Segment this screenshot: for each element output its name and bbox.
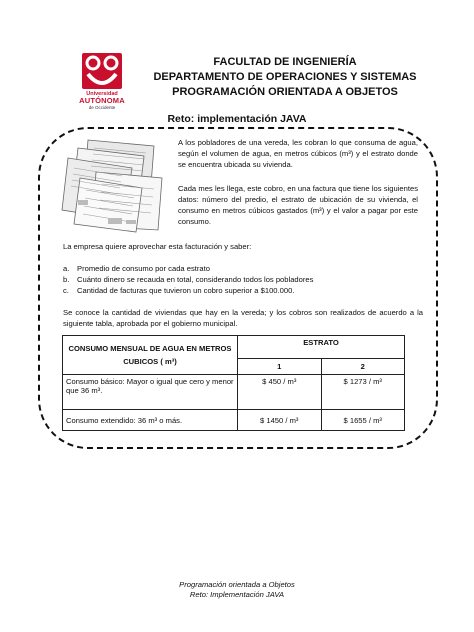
estrato-header: ESTRATO: [238, 336, 405, 359]
invoices-illustration-icon: [58, 138, 166, 234]
table-row: [63, 375, 405, 410]
tariff-table: [62, 335, 405, 431]
list-marker: b.: [63, 275, 70, 284]
list-item: [63, 285, 423, 296]
row-value-estrato-2: $ 1273 / m³: [321, 375, 405, 410]
intro-paragraph-2: Cada mes les llega, este cobro, en una factura que tiene los siguientes datos: número del predio, el estrato de ubicación de su vivienda, el consumo en metros cúbicos gastados (m³) y el valor a pagar por este consumo.: [178, 184, 418, 227]
row-value-estrato-1: $ 1450 / m³: [238, 410, 322, 431]
footer-line-1: Programación orientada a Objetos: [179, 580, 295, 589]
list-item: [63, 274, 423, 285]
header-department: DEPARTAMENTO DE OPERACIONES Y SISTEMAS: [153, 71, 417, 83]
estrato-2-header: 2: [321, 359, 405, 375]
list-marker: a.: [63, 264, 70, 273]
consumo-header: CONSUMO MENSUAL DE AGUA EN METROS CUBICOS ( m³): [63, 336, 238, 375]
logo-text-occidente: de Occidente: [88, 105, 116, 110]
footer-line-2: Reto: Implementación JAVA: [189, 590, 285, 599]
list-item-text: Cantidad de facturas que tuvieron un cobro superior a $100.000.: [77, 286, 295, 295]
question-list: [63, 263, 423, 296]
page-footer: [0, 580, 474, 600]
estrato-1-header: 1: [238, 359, 322, 375]
empresa-paragraph: La empresa quiere aprovechar esta facturación y saber:: [63, 242, 252, 251]
university-logo-icon: [80, 52, 124, 90]
header-faculty: FACULTAD DE INGENIERÍA: [213, 56, 357, 68]
list-item: [63, 263, 423, 274]
logo-text-autonoma: AUTÓNOMA: [79, 96, 125, 105]
row-label: Consumo extendido: 36 m³ o más.: [63, 410, 238, 431]
row-value-estrato-1: $ 450 / m³: [238, 375, 322, 410]
list-item-text: Promedio de consumo por cada estrato: [77, 264, 210, 273]
row-label: Consumo básico: Mayor o igual que cero y menor que 36 m³.: [63, 375, 238, 410]
row-value-estrato-2: $ 1655 / m³: [321, 410, 405, 431]
list-item-text: Cuánto dinero se recauda en total, considerando todos los pobladores: [77, 275, 314, 284]
conoce-paragraph: Se conoce la cantidad de viviendas que hay en la vereda; y los cobros son realizados de acuerdo a la siguiente tabla, aprobada por el gobierno municipal.: [63, 308, 423, 328]
logo-text-universidad: Universidad: [86, 91, 118, 97]
document-header: [140, 55, 430, 100]
intro-paragraph-1: A los pobladores de una vereda, les cobran lo que consuma de agua, según el volumen de agua, en metros cúbicos (m³) y el estrato donde se encuentra ubicada su vivienda.: [178, 138, 418, 170]
table-row: [63, 410, 405, 431]
list-marker: c.: [63, 286, 69, 295]
university-logo: [76, 52, 128, 110]
reto-title: Reto: implementación JAVA: [167, 113, 307, 125]
header-course: PROGRAMACIÓN ORIENTADA A OBJETOS: [172, 86, 398, 98]
